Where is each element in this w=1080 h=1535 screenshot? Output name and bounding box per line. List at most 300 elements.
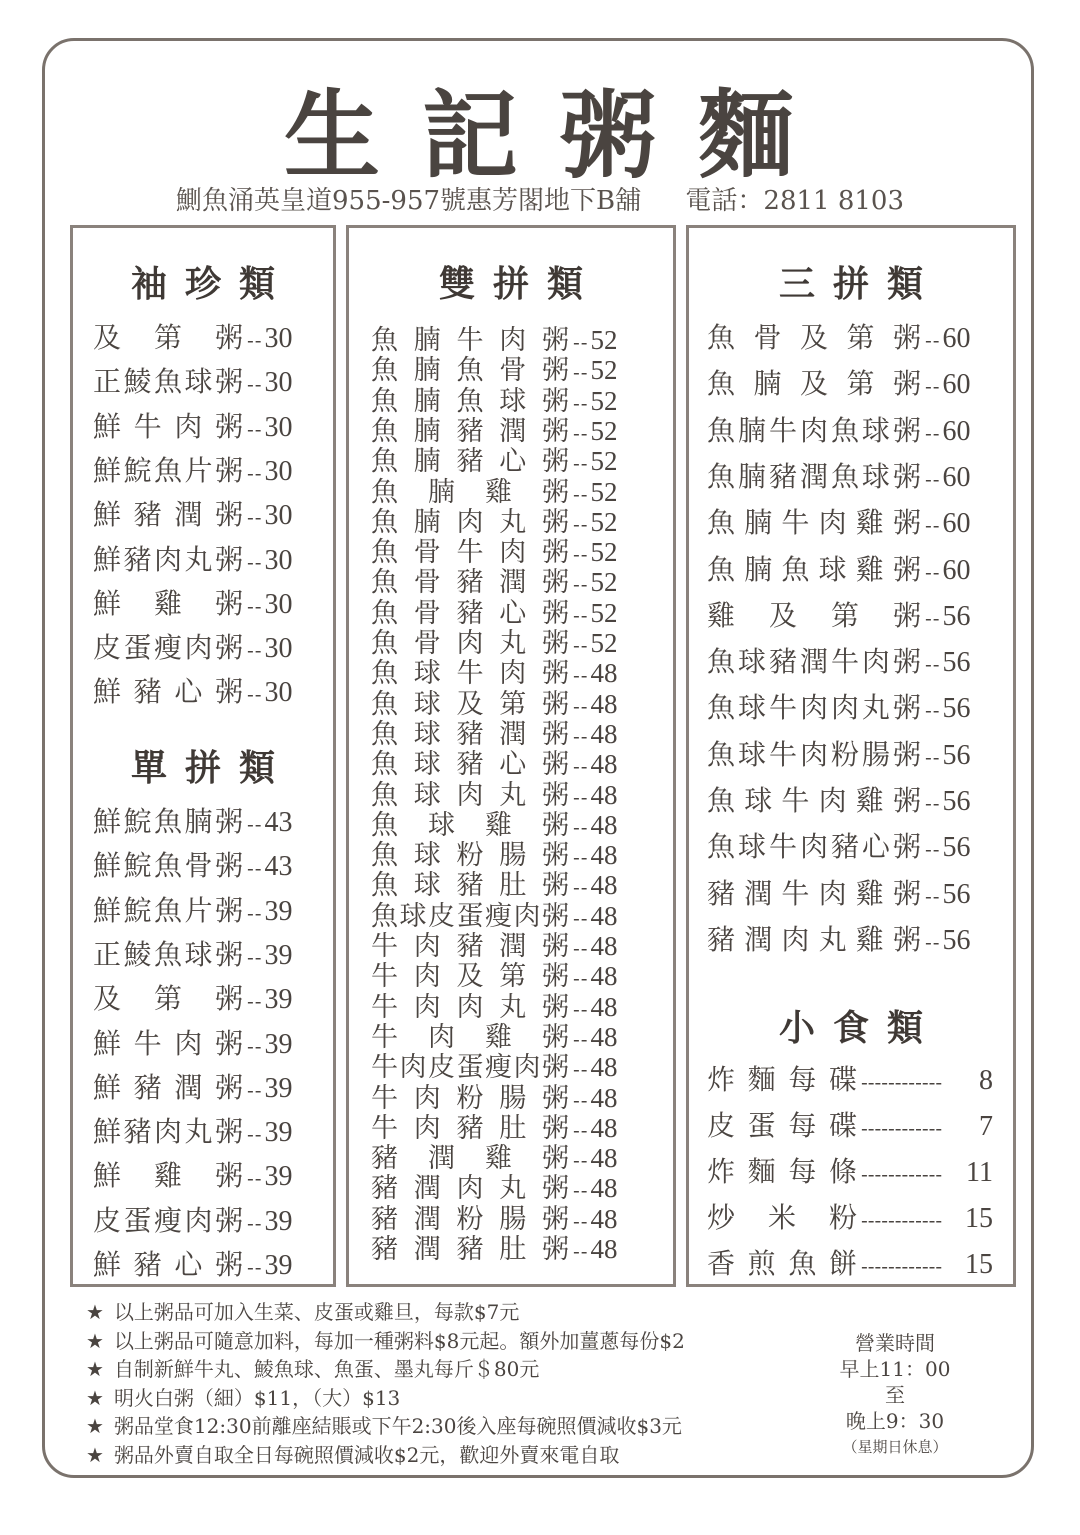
menu-item-name: 牛 肉 豬 肚 粥 bbox=[371, 1112, 569, 1144]
leader-dots: -- bbox=[573, 723, 589, 748]
menu-item bbox=[371, 1136, 657, 1175]
menu-item bbox=[371, 439, 657, 478]
menu-item-name: 香 煎 魚 餅 bbox=[707, 1247, 857, 1280]
star-icon: ★ bbox=[86, 1328, 104, 1353]
menu-item-price: 11 bbox=[966, 1157, 993, 1188]
menu-item-name: 鮮 豬 肉 丸 粥 bbox=[93, 542, 243, 576]
menu-item-price: 52 bbox=[590, 567, 618, 598]
menu-item-name: 牛 肉 粉 腸 粥 bbox=[371, 1082, 569, 1114]
leader-dots: -- bbox=[573, 814, 589, 839]
menu-item-price: 60 bbox=[942, 415, 971, 447]
menu-item-name: 魚 球 牛 肉 豬 心 粥 bbox=[707, 830, 921, 864]
menu-item-price: 48 bbox=[590, 658, 618, 689]
menu-item-price: 39 bbox=[264, 1161, 293, 1193]
hours-to: 至 bbox=[885, 1383, 905, 1407]
menu-item-price: 52 bbox=[590, 325, 618, 355]
menu-item-price: 48 bbox=[590, 779, 618, 810]
menu-item-price: 56 bbox=[942, 924, 971, 956]
menu-item bbox=[371, 985, 657, 1023]
menu-item-price: 48 bbox=[590, 688, 618, 719]
menu-item-price: 48 bbox=[590, 1112, 618, 1143]
menu-item-name: 及 第 粥 bbox=[93, 321, 243, 354]
menu-item-price: 48 bbox=[590, 1143, 618, 1174]
menu-item-name: 牛 肉 豬 潤 粥 bbox=[371, 931, 569, 962]
menu-item-name: 魚 球 雞 粥 bbox=[371, 809, 569, 841]
menu-item-name: 鮮 雞 粥 bbox=[93, 1159, 243, 1193]
menu-item-name: 正 鯪 魚 球 粥 bbox=[93, 365, 243, 399]
leader-dots: -- bbox=[247, 638, 263, 663]
menu-item bbox=[371, 348, 657, 387]
leader-dots: -- bbox=[925, 837, 941, 862]
menu-item bbox=[371, 833, 657, 872]
menu-item bbox=[371, 1197, 657, 1235]
menu-item-price: 56 bbox=[942, 647, 971, 679]
menu-item bbox=[707, 1242, 993, 1288]
heading-single: 單拼類 bbox=[130, 748, 293, 789]
menu-item-price: 30 bbox=[264, 323, 293, 354]
menu-item-price: 48 bbox=[590, 1234, 618, 1264]
menu-item-name: 魚 球 牛 肉 粉 腸 粥 bbox=[707, 737, 921, 771]
menu-item-name: 魚 球 牛 肉 雞 粥 bbox=[707, 784, 921, 817]
menu-item-name: 魚 腩 雞 粥 bbox=[371, 476, 569, 508]
leader-dots: -- bbox=[247, 1210, 263, 1235]
leader-dots: -- bbox=[925, 374, 941, 399]
leader-dots: -- bbox=[573, 905, 589, 930]
menu-item bbox=[93, 449, 317, 493]
menu-item bbox=[371, 773, 657, 811]
leader-dots: -- bbox=[573, 754, 589, 779]
menu-item-name: 魚 腩 牛 肉 魚 球 粥 bbox=[707, 413, 921, 447]
menu-item bbox=[707, 316, 993, 362]
leader-dots: -- bbox=[573, 542, 589, 567]
leader-dots: -- bbox=[573, 420, 589, 445]
leader-dots: -- bbox=[573, 1087, 589, 1112]
menu-item-price: 60 bbox=[942, 554, 971, 586]
menu-item-price: 48 bbox=[590, 1052, 618, 1083]
leader-dots: ------------ bbox=[861, 1162, 943, 1186]
menu-item bbox=[93, 1154, 317, 1198]
business-hours bbox=[820, 1330, 970, 1460]
menu-item bbox=[371, 318, 657, 356]
menu-item-name: 魚 球 豬 潤 粥 bbox=[371, 718, 569, 750]
menu-item-price: 52 bbox=[590, 385, 618, 416]
menu-item-name: 魚 骨 肉 丸 粥 bbox=[371, 628, 569, 659]
menu-item-price: 39 bbox=[264, 1205, 293, 1237]
menu-item-price: 60 bbox=[942, 461, 971, 493]
menu-item-name: 魚 腩 肉 丸 粥 bbox=[371, 506, 569, 538]
menu-item-name: 鮮 豬 潤 粥 bbox=[93, 1070, 243, 1104]
address-line bbox=[0, 180, 1080, 217]
menu-item bbox=[93, 1022, 317, 1066]
menu-item-name: 豬 潤 粉 腸 粥 bbox=[371, 1203, 569, 1235]
menu-item-name: 豬 潤 肉 丸 粥 bbox=[371, 1173, 569, 1205]
leader-dots: -- bbox=[573, 511, 589, 536]
menu-item bbox=[371, 803, 657, 841]
menu-item bbox=[371, 409, 657, 447]
leader-dots: -- bbox=[925, 328, 941, 352]
menu-item bbox=[93, 360, 317, 404]
leader-dots: -- bbox=[247, 460, 263, 485]
menu-item-name: 魚 球 牛 肉 粥 bbox=[371, 658, 569, 690]
menu-item-name: 鮮 牛 肉 粥 bbox=[93, 1026, 243, 1060]
leader-dots: -- bbox=[925, 883, 941, 908]
menu-item bbox=[707, 1150, 993, 1196]
menu-item-name: 鮮 鯇 魚 腩 粥 bbox=[93, 805, 243, 838]
menu-item bbox=[371, 863, 657, 902]
leader-dots: -- bbox=[247, 1033, 263, 1058]
star-icon: ★ bbox=[86, 1414, 104, 1438]
menu-item bbox=[707, 362, 993, 408]
restaurant-name: 生記粥麵 bbox=[284, 79, 836, 192]
menu-item bbox=[93, 844, 317, 888]
leader-dots: -- bbox=[247, 944, 263, 969]
menu-item-price: 39 bbox=[264, 1117, 293, 1149]
leader-dots: -- bbox=[247, 328, 263, 352]
leader-dots: -- bbox=[247, 1255, 263, 1279]
menu-item-name: 豬 潤 雞 粥 bbox=[371, 1143, 569, 1175]
menu-item-price: 43 bbox=[264, 851, 293, 883]
menu-item-price: 56 bbox=[942, 786, 971, 817]
star-icon: ★ bbox=[86, 1442, 104, 1467]
leader-dots: -- bbox=[925, 513, 941, 538]
menu-item bbox=[707, 1196, 993, 1242]
menu-item-price: 48 bbox=[590, 870, 618, 901]
menu-item-name: 魚 骨 豬 潤 粥 bbox=[371, 567, 569, 599]
note-item: ★ 以上粥品可隨意加料，每加一種粥料$8元起。額外加薑蔥每份$2 bbox=[86, 1328, 685, 1353]
menu-item-price: 52 bbox=[590, 537, 618, 568]
menu-item bbox=[371, 500, 657, 538]
leader-dots: -- bbox=[573, 451, 589, 476]
menu-item bbox=[707, 918, 993, 964]
menu-item-name: 魚 骨 豬 心 粥 bbox=[371, 597, 569, 629]
leader-dots: -- bbox=[247, 1122, 263, 1147]
menu-item-price: 48 bbox=[590, 749, 618, 780]
menu-item-price: 8 bbox=[979, 1065, 993, 1096]
leader-dots: -- bbox=[247, 900, 263, 925]
leader-dots: -- bbox=[925, 605, 941, 630]
leader-dots: -- bbox=[573, 481, 589, 506]
menu-item-price: 52 bbox=[590, 597, 618, 628]
menu-item-price: 30 bbox=[264, 455, 293, 487]
leader-dots: -- bbox=[573, 966, 589, 991]
menu-item bbox=[371, 1045, 657, 1084]
menu-item-price: 48 bbox=[590, 931, 618, 961]
menu-item-name: 豬 潤 肉 丸 雞 粥 bbox=[707, 922, 921, 956]
phone: 電話：2811 8103 bbox=[685, 186, 905, 216]
star-icon: ★ bbox=[86, 1300, 104, 1324]
menu-item bbox=[371, 591, 657, 629]
menu-item bbox=[93, 582, 317, 626]
menu-item-name: 鮮 雞 粥 bbox=[93, 586, 243, 620]
leader-dots: ------------ bbox=[861, 1116, 943, 1140]
heading-double: 雙拼類 bbox=[438, 264, 601, 305]
menu-item-name: 炒 米 粉 bbox=[707, 1201, 857, 1234]
menu-box-middle bbox=[346, 225, 676, 1287]
menu-item-name: 魚 腩 豬 心 粥 bbox=[371, 446, 569, 478]
menu-item-name: 鮮 鯇 魚 骨 粥 bbox=[93, 849, 243, 883]
leader-dots: -- bbox=[925, 466, 941, 491]
menu-item-name: 鮮 鯇 魚 片 粥 bbox=[93, 453, 243, 487]
menu-item bbox=[93, 626, 317, 670]
leader-dots: -- bbox=[573, 1117, 589, 1142]
menu-item-price: 48 bbox=[590, 900, 618, 931]
menu-item-name: 魚 腩 魚 骨 粥 bbox=[371, 355, 569, 387]
menu-item-price: 30 bbox=[264, 544, 293, 576]
menu-item bbox=[707, 825, 993, 871]
menu-item-name: 豬 潤 豬 肚 粥 bbox=[371, 1234, 569, 1265]
menu-item bbox=[371, 924, 657, 962]
leader-dots: -- bbox=[247, 416, 263, 441]
menu-item bbox=[93, 1199, 317, 1243]
heading-snacks: 小食類 bbox=[778, 1008, 941, 1049]
menu-item-price: 56 bbox=[942, 600, 971, 632]
leader-dots: -- bbox=[925, 420, 941, 445]
address: 鰂魚涌英皇道955-957號惠芳閣地下B舖 bbox=[175, 186, 642, 216]
menu-item bbox=[93, 933, 317, 977]
menu-item bbox=[707, 686, 993, 732]
menu-item-name: 鮮 豬 心 粥 bbox=[93, 1248, 243, 1281]
menu-item-name: 魚 骨 及 第 粥 bbox=[707, 321, 921, 354]
menu-item-name: 鮮 豬 肉 丸 粥 bbox=[93, 1115, 243, 1149]
menu-item bbox=[707, 548, 993, 594]
leader-dots: -- bbox=[247, 549, 263, 574]
menu-item-name: 皮 蛋 瘦 肉 粥 bbox=[93, 631, 243, 665]
menu-item-price: 7 bbox=[979, 1111, 993, 1142]
leader-dots: -- bbox=[573, 996, 589, 1021]
menu-item-name: 魚 腩 魚 球 粥 bbox=[371, 385, 569, 417]
menu-item-price: 30 bbox=[264, 677, 293, 709]
leader-dots: -- bbox=[573, 784, 589, 809]
menu-item bbox=[371, 530, 657, 569]
leader-dots: -- bbox=[573, 330, 589, 354]
menu-item-name: 鮮 鯇 魚 片 粥 bbox=[93, 893, 243, 927]
menu-item-name: 魚 球 皮 蛋 瘦 肉 粥 bbox=[371, 900, 569, 932]
menu-item-price: 39 bbox=[264, 895, 293, 927]
heading-mini: 袖珍類 bbox=[130, 264, 293, 305]
menu-item-price: 52 bbox=[590, 628, 618, 658]
leader-dots: -- bbox=[925, 559, 941, 584]
menu-item bbox=[93, 1066, 317, 1110]
hours-open: 早上11：00 bbox=[839, 1357, 951, 1381]
menu-item-price: 56 bbox=[942, 832, 971, 864]
menu-item-name: 魚 球 豬 潤 牛 肉 粥 bbox=[707, 645, 921, 679]
leader-dots: -- bbox=[247, 989, 263, 1014]
menu-item-name: 魚 腩 及 第 粥 bbox=[707, 367, 921, 401]
menu-item-name: 牛 肉 皮 蛋 瘦 肉 粥 bbox=[371, 1052, 569, 1084]
leader-dots: ------------ bbox=[861, 1254, 943, 1278]
menu-item-name: 牛 肉 肉 丸 粥 bbox=[371, 991, 569, 1023]
menu-item-price: 56 bbox=[942, 878, 971, 910]
leader-dots: -- bbox=[247, 856, 263, 881]
menu-item bbox=[707, 733, 993, 779]
leader-dots: ------------ bbox=[861, 1070, 943, 1094]
leader-dots: -- bbox=[573, 572, 589, 597]
leader-dots: -- bbox=[573, 693, 589, 718]
menu-item bbox=[707, 501, 993, 547]
leader-dots: -- bbox=[573, 663, 589, 688]
menu-item-price: 48 bbox=[590, 718, 618, 749]
menu-item-price: 39 bbox=[264, 939, 293, 971]
menu-item-price: 56 bbox=[942, 739, 971, 771]
menu-item-price: 60 bbox=[942, 369, 971, 401]
menu-item-price: 39 bbox=[264, 1250, 293, 1281]
menu-item bbox=[371, 742, 657, 781]
menu-item-name: 魚 球 豬 肚 粥 bbox=[371, 870, 569, 902]
menu-item-name: 及 第 粥 bbox=[93, 982, 243, 1016]
leader-dots: -- bbox=[573, 936, 589, 960]
menu-item-price: 52 bbox=[590, 476, 618, 507]
menu-item-name: 魚 球 及 第 粥 bbox=[371, 688, 569, 720]
menu-item bbox=[93, 1110, 317, 1154]
menu-item-price: 48 bbox=[590, 961, 618, 992]
notes bbox=[86, 1298, 806, 1469]
menu-item bbox=[93, 1243, 317, 1287]
menu-item bbox=[707, 872, 993, 918]
note-item: ★ 明火白粥（細）$11，（大）$13 bbox=[86, 1385, 401, 1410]
menu-item-name: 魚 球 牛 肉 肉 丸 粥 bbox=[707, 691, 921, 725]
menu-item bbox=[371, 894, 657, 932]
menu-item bbox=[371, 1076, 657, 1114]
menu-item bbox=[371, 682, 657, 720]
menu-item-price: 52 bbox=[590, 355, 618, 386]
leader-dots: -- bbox=[247, 812, 263, 836]
note-item: ★ 粥品外賣自取全日每碗照價減收$2元，歡迎外賣來電自取 bbox=[86, 1442, 620, 1467]
menu-item bbox=[371, 1227, 657, 1265]
menu-item-price: 48 bbox=[590, 1203, 618, 1234]
hours-closed-day: （星期日休息） bbox=[842, 1438, 948, 1456]
leader-dots: -- bbox=[573, 1057, 589, 1082]
menu-item bbox=[93, 493, 317, 537]
menu-item-price: 48 bbox=[590, 1173, 618, 1204]
menu-item-price: 39 bbox=[264, 984, 293, 1016]
leader-dots: -- bbox=[573, 875, 589, 900]
menu-item-name: 魚 腩 牛 肉 粥 bbox=[371, 325, 569, 356]
menu-item bbox=[371, 712, 657, 750]
leader-dots: -- bbox=[573, 1239, 589, 1263]
menu-item bbox=[93, 670, 317, 714]
menu-item-name: 魚 腩 牛 肉 雞 粥 bbox=[707, 506, 921, 540]
menu-item bbox=[93, 800, 317, 844]
menu-item-name: 牛 肉 雞 粥 bbox=[371, 1021, 569, 1053]
star-icon: ★ bbox=[86, 1385, 104, 1410]
menu-box-right bbox=[686, 225, 1016, 1287]
leader-dots: -- bbox=[573, 1208, 589, 1233]
hours-label: 營業時間 bbox=[855, 1331, 935, 1355]
menu-item bbox=[371, 651, 657, 690]
leader-dots: -- bbox=[247, 505, 263, 530]
menu-item-price: 15 bbox=[965, 1203, 993, 1234]
menu-item-price: 48 bbox=[590, 840, 618, 871]
menu-item bbox=[93, 889, 317, 933]
note-item: ★ 粥品堂食12:30前離座結賬或下午2:30後入座每碗照價減收$3元 bbox=[86, 1414, 682, 1438]
menu-item-name: 鮮 豬 心 粥 bbox=[93, 675, 243, 709]
menu-item-price: 48 bbox=[590, 809, 618, 840]
menu-item-name: 魚 球 粉 腸 粥 bbox=[371, 840, 569, 872]
menu-item-name: 魚 球 豬 心 粥 bbox=[371, 749, 569, 781]
menu-item bbox=[371, 621, 657, 659]
menu-item-name: 魚 腩 豬 潤 魚 球 粥 bbox=[707, 459, 921, 493]
menu-item-price: 52 bbox=[590, 446, 618, 477]
leader-dots: -- bbox=[925, 698, 941, 723]
leader-dots: -- bbox=[573, 845, 589, 870]
menu-item-name: 牛 肉 及 第 粥 bbox=[371, 961, 569, 993]
leader-dots: -- bbox=[247, 1166, 263, 1191]
menu-item bbox=[93, 538, 317, 582]
menu-item-name: 炸 麵 每 條 bbox=[707, 1155, 857, 1188]
note-item: ★ 以上粥品可加入生菜、皮蛋或雞旦，每款$7元 bbox=[86, 1300, 520, 1324]
leader-dots: -- bbox=[925, 652, 941, 677]
menu-item-name: 魚 球 肉 丸 粥 bbox=[371, 779, 569, 811]
menu-item bbox=[371, 470, 657, 508]
menu-item-name: 鮮 牛 肉 粥 bbox=[93, 409, 243, 443]
menu-item-price: 15 bbox=[965, 1249, 993, 1280]
menu-item bbox=[371, 379, 657, 417]
menu-item bbox=[371, 1106, 657, 1144]
menu-item-price: 30 bbox=[264, 633, 293, 665]
menu-item-price: 56 bbox=[942, 693, 971, 725]
menu-item-name: 豬 潤 牛 肉 雞 粥 bbox=[707, 876, 921, 910]
menu-item-price: 48 bbox=[590, 1082, 618, 1113]
menu-item-price: 39 bbox=[264, 1072, 293, 1104]
menu-item-name: 魚 腩 豬 潤 粥 bbox=[371, 415, 569, 447]
menu-item-price: 52 bbox=[590, 506, 618, 537]
leader-dots: -- bbox=[573, 1178, 589, 1203]
menu-item bbox=[371, 954, 657, 993]
menu-item bbox=[707, 640, 993, 686]
menu-item bbox=[707, 594, 993, 640]
menu-item-price: 48 bbox=[590, 991, 618, 1022]
menu-item-price: 52 bbox=[590, 415, 618, 446]
menu-item bbox=[707, 779, 993, 825]
leader-dots: -- bbox=[247, 593, 263, 618]
menu-item bbox=[371, 1166, 657, 1205]
menu-item bbox=[707, 1104, 993, 1150]
leader-dots: -- bbox=[247, 372, 263, 397]
menu-item-price: 30 bbox=[264, 500, 293, 532]
leader-dots: -- bbox=[247, 1077, 263, 1102]
leader-dots: -- bbox=[573, 633, 589, 657]
menu-item-price: 30 bbox=[264, 588, 293, 620]
menu-item-price: 30 bbox=[264, 367, 293, 399]
menu-item-name: 正 鯪 魚 球 粥 bbox=[93, 937, 243, 971]
menu-item-name: 鮮 豬 潤 粥 bbox=[93, 498, 243, 532]
leader-dots: -- bbox=[925, 929, 941, 954]
leader-dots: -- bbox=[573, 1148, 589, 1173]
heading-triple: 三拼類 bbox=[778, 264, 941, 305]
menu-item bbox=[371, 560, 657, 599]
menu-item-price: 43 bbox=[264, 807, 293, 838]
menu-item bbox=[707, 455, 993, 501]
menu-item-price: 39 bbox=[264, 1028, 293, 1060]
menu-item-price: 48 bbox=[590, 1021, 618, 1052]
menu-item-name: 魚 骨 牛 肉 粥 bbox=[371, 537, 569, 569]
menu-item bbox=[93, 977, 317, 1021]
menu-item-price: 60 bbox=[942, 323, 971, 354]
menu-item-name: 雞 及 第 粥 bbox=[707, 598, 921, 632]
menu-item-name: 皮 蛋 瘦 肉 粥 bbox=[93, 1203, 243, 1237]
note-item: ★ 自制新鮮牛丸、鯪魚球、魚蛋、墨丸每斤＄80元 bbox=[86, 1357, 540, 1381]
leader-dots: -- bbox=[573, 390, 589, 415]
menu-item-name: 魚 腩 魚 球 雞 粥 bbox=[707, 552, 921, 586]
menu-item-price: 30 bbox=[264, 411, 293, 443]
leader-dots: -- bbox=[925, 791, 941, 815]
leader-dots: -- bbox=[247, 682, 263, 707]
menu-box-left bbox=[70, 225, 336, 1287]
leader-dots: -- bbox=[573, 360, 589, 385]
menu-item bbox=[707, 409, 993, 455]
star-icon: ★ bbox=[86, 1357, 104, 1381]
hours-close: 晚上9：30 bbox=[845, 1409, 945, 1433]
